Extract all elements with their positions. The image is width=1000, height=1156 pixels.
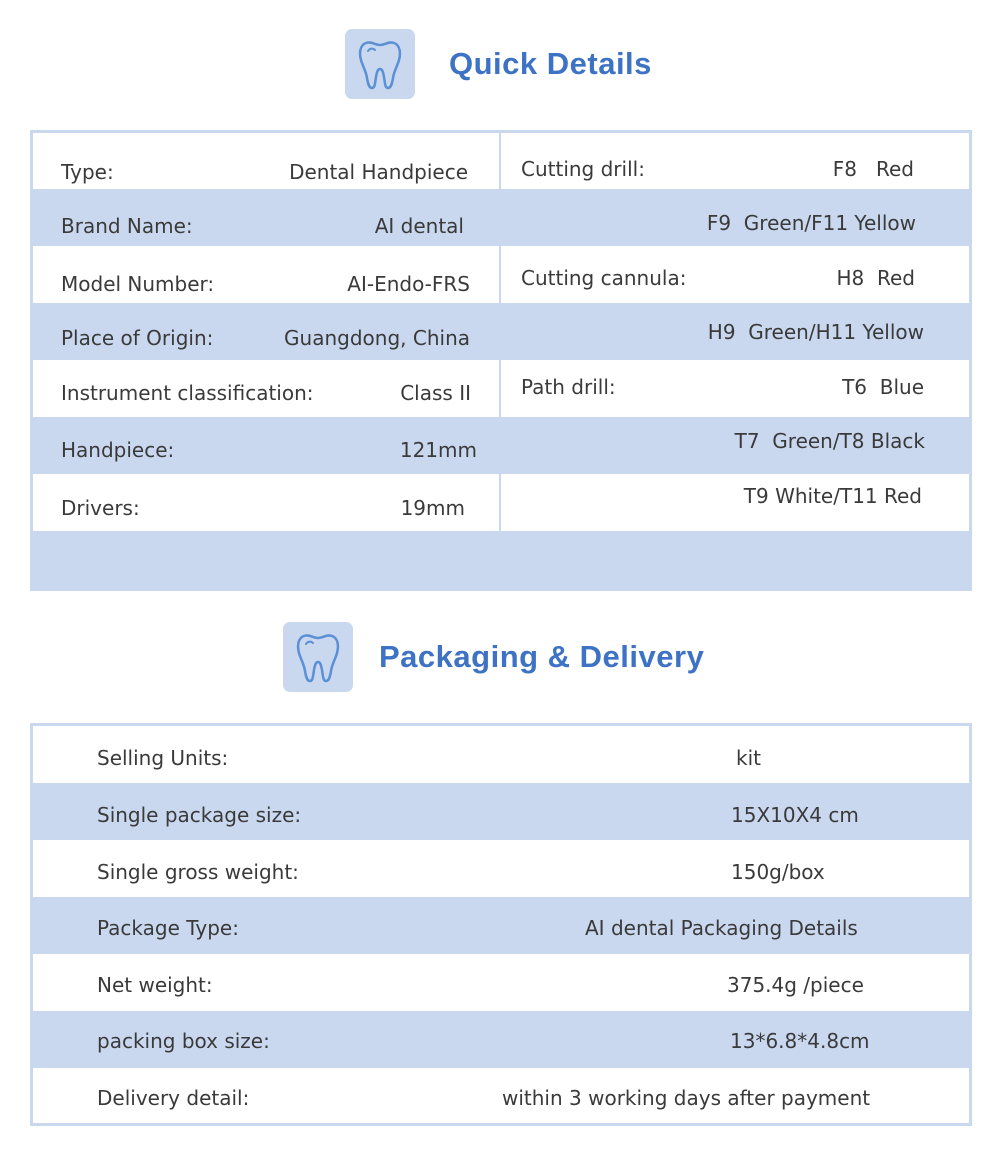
spec-label-cutting-cannula: Cutting cannula: <box>521 266 687 290</box>
spec-label-cutting-drill: Cutting drill: <box>521 157 645 181</box>
pack-value-delivery: within 3 working days after payment <box>502 1086 871 1110</box>
spec-value-brand: AI dental <box>374 214 464 238</box>
packaging-table <box>30 723 972 1126</box>
spec-value-origin: Guangdong, China <box>284 326 470 350</box>
spec-label-drivers: Drivers: <box>61 496 140 520</box>
pack-label-net-weight: Net weight: <box>97 973 213 997</box>
spec-value-model: AI-Endo-FRS <box>347 272 470 296</box>
spec-label-brand: Brand Name: <box>61 214 193 238</box>
pack-value-box-size: 13*6.8*4.8cm <box>730 1029 870 1053</box>
pack-label-box-size: packing box size: <box>97 1029 270 1053</box>
pack-label-package-size: Single package size: <box>97 803 302 827</box>
pack-label-delivery: Delivery detail: <box>97 1086 250 1110</box>
quick-details-heading <box>345 29 652 99</box>
pack-value-net-weight: 375.4g /piece <box>727 973 864 997</box>
packaging-title: Packaging & Delivery <box>379 639 705 674</box>
spec-label-model: Model Number: <box>61 272 215 296</box>
spec-value-cutting-drill-f9: F9 Green/F11 Yellow <box>706 211 916 235</box>
spec-label-handpiece: Handpiece: <box>61 438 175 462</box>
pack-value-selling-units: kit <box>736 746 761 770</box>
spec-value-path-drill-t6: T6 Blue <box>842 375 924 399</box>
spec-label-type: Type: <box>61 160 114 184</box>
quick-details-title: Quick Details <box>449 46 652 81</box>
pack-value-package-type: AI dental Packaging Details <box>585 916 858 940</box>
spec-label-classification: Instrument classification: <box>61 381 314 405</box>
tooth-icon <box>283 622 353 692</box>
spec-value-path-drill-t7: T7 Green/T8 Black <box>734 429 925 453</box>
spec-value-drivers: 19mm <box>400 496 465 520</box>
tooth-icon <box>345 29 415 99</box>
pack-label-package-type: Package Type: <box>97 916 239 940</box>
pack-value-gross-weight: 150g/box <box>731 860 825 884</box>
pack-label-gross-weight: Single gross weight: <box>97 860 299 884</box>
quick-details-table <box>30 130 972 591</box>
pack-value-package-size: 15X10X4 cm <box>731 803 859 827</box>
spec-label-path-drill: Path drill: <box>521 375 616 399</box>
spec-value-handpiece: 121mm <box>399 438 477 462</box>
spec-value-cutting-cannula-h9: H9 Green/H11 Yellow <box>707 320 924 344</box>
spec-value-path-drill-t9: T9 White/T11 Red <box>743 484 922 508</box>
spec-label-origin: Place of Origin: <box>61 326 214 350</box>
pack-label-selling-units: Selling Units: <box>97 746 229 770</box>
packaging-heading <box>283 622 704 692</box>
spec-value-type: Dental Handpiece <box>289 160 468 184</box>
spec-value-cutting-drill-f8: F8 Red <box>832 157 914 181</box>
spec-value-cutting-cannula-h8: H8 Red <box>836 266 915 290</box>
spec-value-classification: Class II <box>400 381 471 405</box>
